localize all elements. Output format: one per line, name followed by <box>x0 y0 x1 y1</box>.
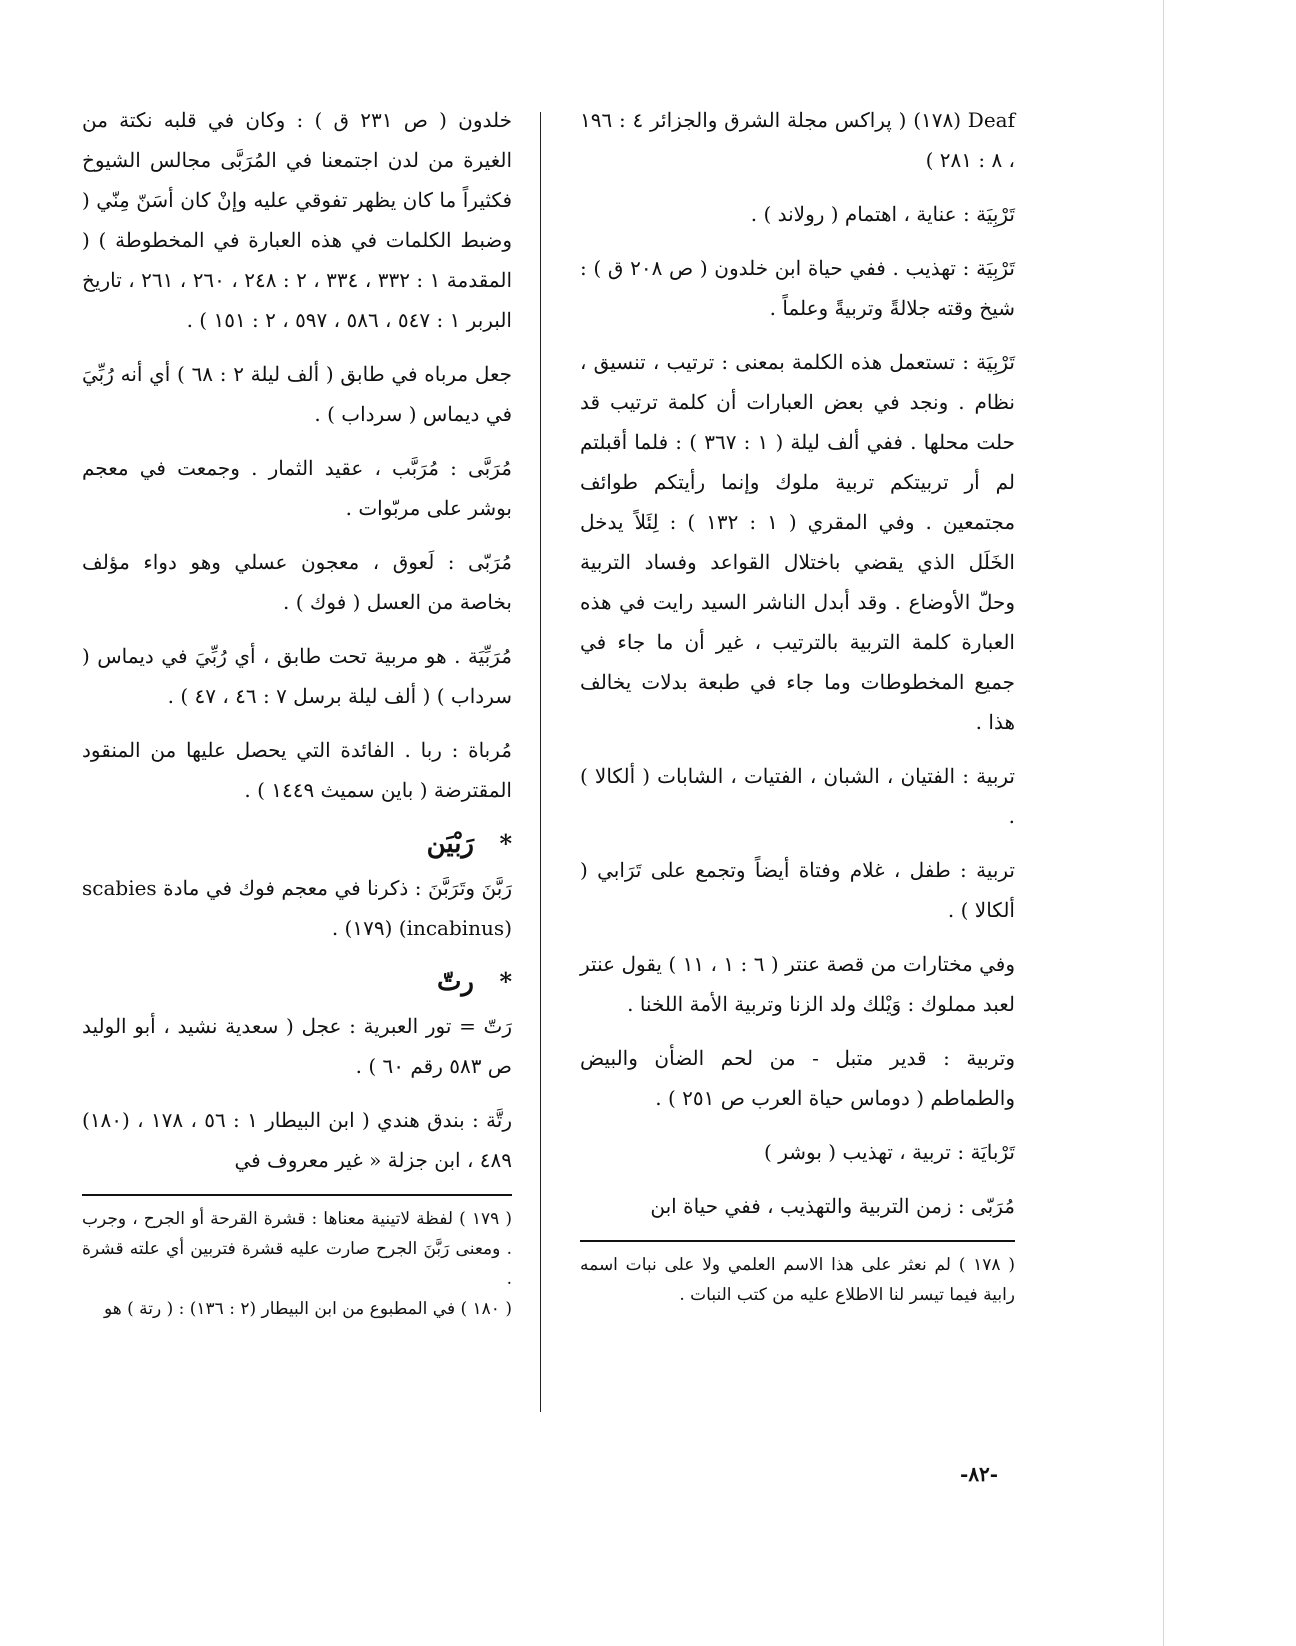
entry-deaf: Deaf (١٧٨) ( پراكس مجلة الشرق والجزائر ٤ : ١٩٦ ، ٨ : ٢٨١ ) <box>580 108 1015 172</box>
entry-murabbah-tabaq: جعل مرباه في طابق ( ألف ليلة ٢ : ٦٨ ) أي أنه رُبِّيَ في ديماس ( سرداب ) . <box>82 362 512 426</box>
footnote-179: ( ١٧٩ ) لفظة لاتينية معناها : قشرة القرحة أو الجرح ، وجرب . ومعنى رَبَّنَ الجرح صارت عليه قشرة فتربين أي علته قشرة . <box>82 1209 512 1289</box>
entry-murabbiya: مُرَبِّيَة . هو مربية تحت طابق ، أي رُبِّيَ في ديماس ( سرداب ) ( ألف ليلة برسل ٧ : ٤٦ ، ٤٧ ) . <box>82 644 512 708</box>
entry-murabba-jam: مُرَبَّى : مُرَبَّب ، عقيد الثمار . وجمعت في معجم بوشر على مربّوات . <box>82 456 512 520</box>
column-divider <box>540 112 541 1412</box>
entry-antar-quote: وفي مختارات من قصة عنتر ( ٦ : ١ ، ١١ ) يقول عنتر لعبد مملوك : وَيْلك ولد الزنا وتربية الأمة اللخنا . <box>580 952 1016 1016</box>
entry-rabbana: رَبَّنَ وتَرَبَّنَ : ذكرنا في معجم فوك في مادة scabies (incabinus) (١٧٩) . <box>82 876 512 940</box>
headword-rabyan: * رَبْيَن <box>82 824 512 864</box>
entry-tarbiya-dish: وتربية : قدير متبل - من لحم الضأن والبيض والطماطم ( دوماس حياة العرب ص ٢٥١ ) . <box>580 1046 1015 1110</box>
entry-tarbaya: تَرْبايَة : تربية ، تهذيب ( بوشر ) <box>764 1140 1015 1164</box>
entry-murabba-period: مُرَبّى : زمن التربية والتهذيب ، ففي حياة ابن <box>650 1194 1015 1218</box>
entry-tarbiya-order: تَرْبِيَة : تستعمل هذه الكلمة بمعنى : ترتيب ، تنسيق ، نظام . ونجد في بعض العبارات أن كلمة ترتيب قد حلت محلها . ففي ألف ليلة ( ١ : ٣٦٧ ) : فلما أقبلتم لم أر تربيتكم تربية ملوك وإنما رأيتكم طوائف مجتمعين . وفي المقري ( ١ : ١٣٢ ) : لِئَلاً يدخل الخَلَل الذي يقضي باختلال القواعد وفساد التربية وحلّ الأوضاع . وقد أبدل الناشر السيد رايت في هذه العبارة كلمة التربية بالترتيب ، غير أن ما جاء في جميع المخطوطات وما جاء في طبعة بدلات يخالف هذا . <box>580 350 1016 734</box>
right-column <box>580 100 1015 1310</box>
page-number: -٨٢- <box>960 1462 999 1486</box>
footnote-180: ( ١٨٠ ) في المطبوع من ابن البيطار (٢ : ١٣٦) : ( رتة ) هو <box>103 1299 512 1319</box>
entry-ratt-calf: رَتّ = تور العبرية : عجل ( سعدية نشيد ، أبو الوليد ص ٥٨٣ رقم ٦٠ ) . <box>82 1014 512 1078</box>
asterisk-marker: * <box>499 967 512 996</box>
footnote-178: ( ١٧٨ ) لم نعثر على هذا الاسم العلمي ولا على نبات اسمه رابية فيما تيسر لنا الاطلاع عليه من كتب النبات . <box>580 1255 1015 1305</box>
entry-khaldun-continued: خلدون ( ص ٢٣١ ق ) : وكان في قلبه نكتة من الغيرة من لدن اجتمعنا في المُرَبَّى مجالس الشيوخ فكثيراً ما كان يظهر تفوقي عليه وإنْ كان أسَنّ مِنّي ( وضبط الكلمات في هذه العبارة في المخطوطة ) ( المقدمة ١ : ٣٣٢ ، ٣٣٤ ، ٢ : ٢٤٨ ، ٢٦٠ ، ٢٦١ ، تاريخ البربر ١ : ٥٤٧ ، ٥٨٦ ، ٥٩٧ ، ٢ : ١٥١ ) . <box>82 108 513 332</box>
footnote-rule <box>82 1194 512 1196</box>
headword-ratt: * رتّ <box>82 962 512 1002</box>
page-edge-line <box>1163 0 1164 1646</box>
footnote-rule <box>580 1240 1015 1242</box>
asterisk-marker: * <box>499 829 512 858</box>
entry-ratta: رتَّة : بندق هندي ( ابن البيطار ١ : ٥٦ ، ١٧٨ ، (١٨٠) ٤٨٩ ، ابن جزلة « غير معروف في <box>82 1108 513 1172</box>
entry-murbat: مُرباة : ربا . الفائدة التي يحصل عليها من المنقود المقترضة ( باين سميث ١٤٤٩ ) . <box>82 738 512 802</box>
entry-murabba-electuary: مُرَبّى : لَعوق ، معجون عسلي وهو دواء مؤلف بخاصة من العسل ( فوك ) . <box>82 550 512 614</box>
entry-tarbiya-care: تَرْبِيَة : عناية ، اهتمام ( رولاند ) . <box>750 202 1015 226</box>
entry-tarbiya-upbringing: تَرْبِيَة : تهذيب . ففي حياة ابن خلدون ( ص ٢٠٨ ق ) : شيخ وقته جلالةً وتربيةً وعلماً . <box>580 256 1015 320</box>
entry-tarbiya-child: تربية : طفل ، غلام وفتاة أيضاً وتجمع على تَرَابي ( ألكالا ) . <box>580 858 1015 922</box>
left-column <box>82 100 512 1324</box>
entry-tarbiya-youths: تربية : الفتيان ، الشبان ، الفتيات ، الشابات ( ألكالا ) . <box>580 764 1015 828</box>
